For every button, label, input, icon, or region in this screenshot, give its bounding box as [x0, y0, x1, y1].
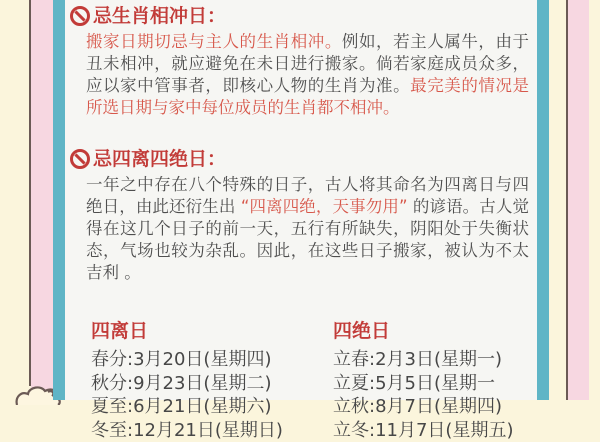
- section-sili-sijue: [86, 147, 529, 284]
- body-text: 例如，若主人属牛，由于丑未相冲，就应避免在未日进行搬家。倘若家庭成员众多，应以家中管事者，即核心人物的生肖为准。: [86, 32, 529, 95]
- prohibition-icon: [70, 149, 90, 169]
- section-heading: [70, 4, 529, 28]
- content-card: [53, 0, 549, 400]
- date-rows: [333, 348, 575, 442]
- body-text: 的谚语。古人觉得在这几个日子的前一天，五行有所缺失，阴阳处于失衡状态，气场也较为杂乱。因此，在这些日子搬家，被认为不太吉利 。: [86, 197, 529, 282]
- highlight-quote: “四离四绝，天事勿用”: [241, 197, 408, 216]
- section-heading: [70, 147, 529, 171]
- list-item: 立秋:8月7日(星期四): [333, 395, 575, 419]
- date-lists: [86, 319, 529, 442]
- list-item: 夏至:6月21日(星期六): [91, 395, 333, 419]
- list-item: 春分:3月20日(星期四): [91, 348, 333, 372]
- date-rows: [91, 348, 333, 442]
- list-item: 立冬:11月7日(星期五): [333, 419, 575, 442]
- body-text: 一年之中存在八个特殊的日子，古人将其命名为四离日与四绝日，由此还衍生出: [86, 175, 529, 216]
- section-heading-text: 忌生肖相冲日：: [93, 4, 226, 28]
- highlight-text: 最完美的情况是所选日期与家中每位成员的生肖都不相冲。: [86, 76, 529, 117]
- list-item: 立春:2月3日(星期一): [333, 348, 575, 372]
- list-item: 冬至:12月21日(星期日): [91, 419, 333, 442]
- sijue-day-list: [333, 319, 575, 442]
- sili-day-list: [91, 319, 333, 442]
- section-heading-text: 忌四离四绝日：: [93, 147, 226, 171]
- list-title: 四离日: [91, 319, 333, 343]
- section-paragraph: [86, 31, 529, 119]
- highlight-text: 搬家日期切忌与主人的生肖相冲。: [86, 32, 342, 51]
- list-title: 四绝日: [333, 319, 575, 343]
- prohibition-icon: [70, 6, 90, 26]
- list-item: 秋分:9月23日(星期二): [91, 372, 333, 396]
- left-hanging-string: [29, 0, 31, 386]
- section-zodiac-clash: [86, 4, 529, 119]
- section-paragraph: [86, 174, 529, 284]
- left-pink-stripe: [31, 0, 53, 400]
- list-item: 立夏:5月5日(星期一: [333, 372, 575, 396]
